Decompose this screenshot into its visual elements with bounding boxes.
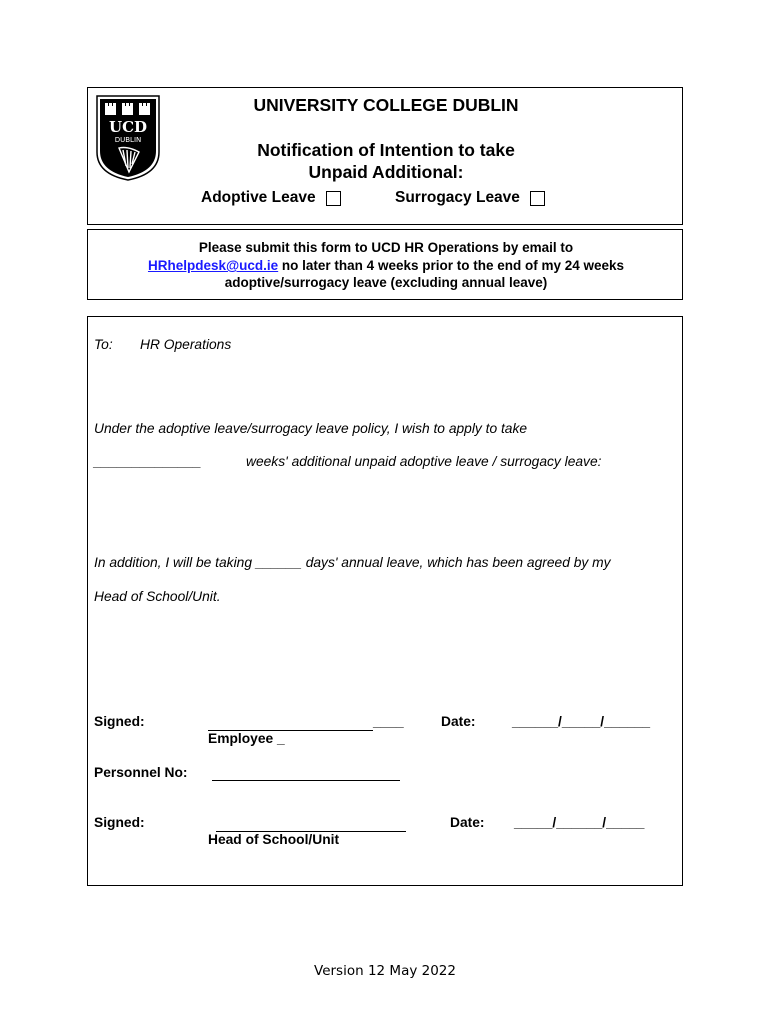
date-label-employee: Date: bbox=[441, 714, 476, 729]
signed-label-employee: Signed: bbox=[94, 714, 145, 729]
adoptive-leave-option[interactable] bbox=[201, 189, 341, 207]
annual-leave-paragraph-line1: In addition, I will be taking ______ days' annual leave, which has been agreed by my bbox=[94, 555, 611, 570]
employee-signature-extra-blank: ____ bbox=[373, 714, 404, 729]
instructions-line3: adoptive/surrogacy leave (excluding annual leave) bbox=[224, 275, 548, 290]
logo-text-dublin: DUBLIN bbox=[114, 136, 142, 144]
form-title-line2: Unpaid Additional: bbox=[308, 162, 464, 182]
adoptive-leave-label: Adoptive Leave bbox=[201, 189, 316, 206]
policy-paragraph-line2: weeks' additional unpaid adoptive leave / surrogacy leave: bbox=[246, 454, 602, 469]
date-field-head[interactable]: _____/______/_____ bbox=[514, 815, 645, 830]
personnel-no-field[interactable] bbox=[212, 780, 400, 781]
surrogacy-leave-label: Surrogacy Leave bbox=[395, 189, 520, 206]
logo-text-ucd: UCD bbox=[108, 118, 148, 136]
signed-label-head: Signed: bbox=[94, 815, 145, 830]
policy-paragraph-line1: Under the adoptive leave/surrogacy leave policy, I wish to apply to take bbox=[94, 421, 528, 436]
instructions-box bbox=[87, 229, 683, 300]
date-label-head: Date: bbox=[450, 815, 485, 830]
date-field-employee[interactable]: ______/_____/______ bbox=[512, 714, 651, 729]
annual-leave-paragraph-line2: Head of School/Unit. bbox=[94, 589, 221, 604]
instructions-line2 bbox=[88, 258, 684, 273]
instructions-line1: Please submit this form to UCD HR Operations by email to bbox=[198, 240, 574, 255]
instructions-line2-text: no later than 4 weeks prior to the end of my 24 weeks bbox=[278, 258, 625, 273]
personnel-no-label: Personnel No: bbox=[94, 765, 188, 780]
surrogacy-leave-checkbox[interactable] bbox=[530, 191, 545, 206]
employee-label: Employee _ bbox=[208, 731, 285, 746]
to-label: To: bbox=[94, 337, 113, 352]
version-footer: Version 12 May 2022 bbox=[314, 963, 456, 979]
adoptive-leave-checkbox[interactable] bbox=[326, 191, 341, 206]
weeks-input-blank[interactable]: ______________ bbox=[94, 454, 202, 469]
to-value: HR Operations bbox=[140, 337, 232, 352]
head-of-school-label: Head of School/Unit bbox=[208, 832, 340, 847]
hr-helpdesk-email-link[interactable]: HRhelpdesk@ucd.ie bbox=[147, 258, 279, 273]
form-body-box bbox=[87, 316, 683, 886]
surrogacy-leave-option[interactable] bbox=[395, 189, 545, 207]
header-box bbox=[87, 87, 683, 225]
form-title-line1: Notification of Intention to take bbox=[257, 140, 515, 160]
university-name: UNIVERSITY COLLEGE DUBLIN bbox=[253, 95, 519, 115]
